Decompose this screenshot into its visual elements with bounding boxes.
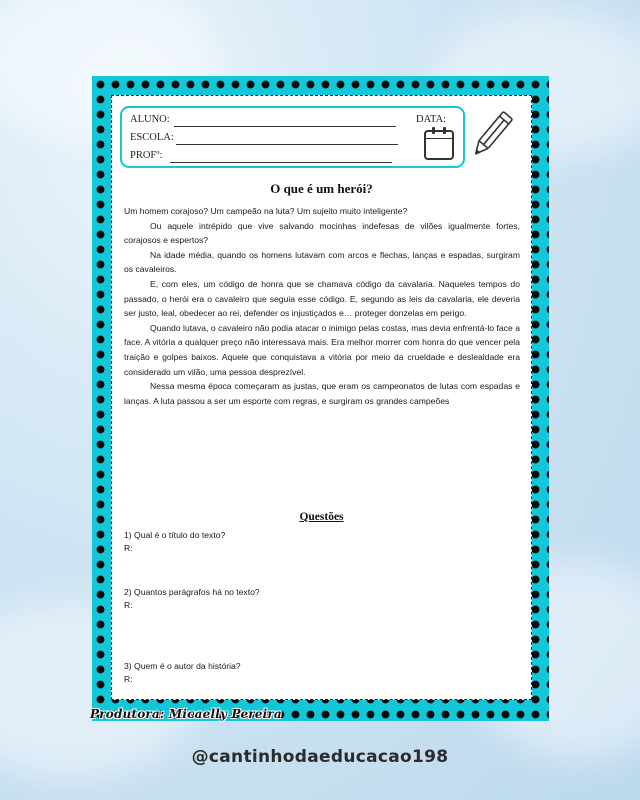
instagram-handle: @cantinhodaeducacao198 xyxy=(191,747,449,767)
question-text: 3) Quem é o autor da história? xyxy=(124,661,241,671)
question-text: 1) Qual é o título do texto? xyxy=(124,530,226,540)
article-body xyxy=(124,204,520,408)
paragraph: Quando lutava, o cavaleiro não podia atacar o inimigo pelas costas, mas devia enfrentá-lo face a face. A vitória a qualquer preço não interessava mais. Era melhor morrer com honra do que vencer pela traição e golpes baixos. Aquele que conquistava a vitória por meio da crueldade e deslealdade era considerado um vilão, uma pessoa desprezível. xyxy=(124,322,520,377)
aluno-line xyxy=(174,126,396,127)
answer-label: R: xyxy=(124,674,133,684)
paragraph: E, com eles, um código de honra que se chamava código da cavalaria. Naqueles tempos do passado, o herói era o cavaleiro que seguia esse código. E, segundo as leis da cavalaria, ele deveria ser justo, leal, obedecer ao rei, defender os injustiçados e… proteger donzelas em perigo. xyxy=(124,278,520,319)
date-label: DATA: xyxy=(416,114,447,125)
questions-title: Questões xyxy=(299,511,344,523)
answer-label: R: xyxy=(124,600,133,610)
student-info-box xyxy=(120,106,465,168)
question-1 xyxy=(124,529,225,555)
question-2 xyxy=(124,586,260,612)
aluno-label: ALUNO: xyxy=(130,114,170,125)
escola-line xyxy=(176,144,398,145)
question-3 xyxy=(124,660,241,686)
paragraph: Nessa mesma época começaram as justas, que eram os campeonatos de lutas com espadas e lanças. A luta passou a ser um esporte com regras, e surgiram os grandes campeões xyxy=(124,381,520,406)
escola-row xyxy=(130,132,174,146)
prof-row xyxy=(130,150,162,164)
producer-credit: Produtora: Micaelly Pereira xyxy=(90,707,282,721)
question-text: 2) Quantos parágrafos há no texto? xyxy=(124,587,260,597)
article-title: O que é um herói? xyxy=(270,181,373,196)
answer-label: R: xyxy=(124,543,133,553)
prof-label: PROFº: xyxy=(130,150,163,161)
calendar-icon xyxy=(424,130,454,160)
aluno-row xyxy=(130,114,170,128)
pencil-icon xyxy=(470,106,514,166)
paragraph: Na idade média, quando os homens lutavam com arcos e flechas, lanças e espadas, surgiram os cavaleiros. xyxy=(124,249,520,275)
paragraph: Ou aquele intrépido que vive salvando mocinhas indefesas de vilões igualmente fortes, corajosos e espertos? xyxy=(124,220,520,246)
escola-label: ESCOLA: xyxy=(130,132,174,143)
paragraph: Um homem corajoso? Um campeão na luta? Um sujeito muito inteligente? xyxy=(124,206,408,216)
prof-line xyxy=(170,162,392,163)
